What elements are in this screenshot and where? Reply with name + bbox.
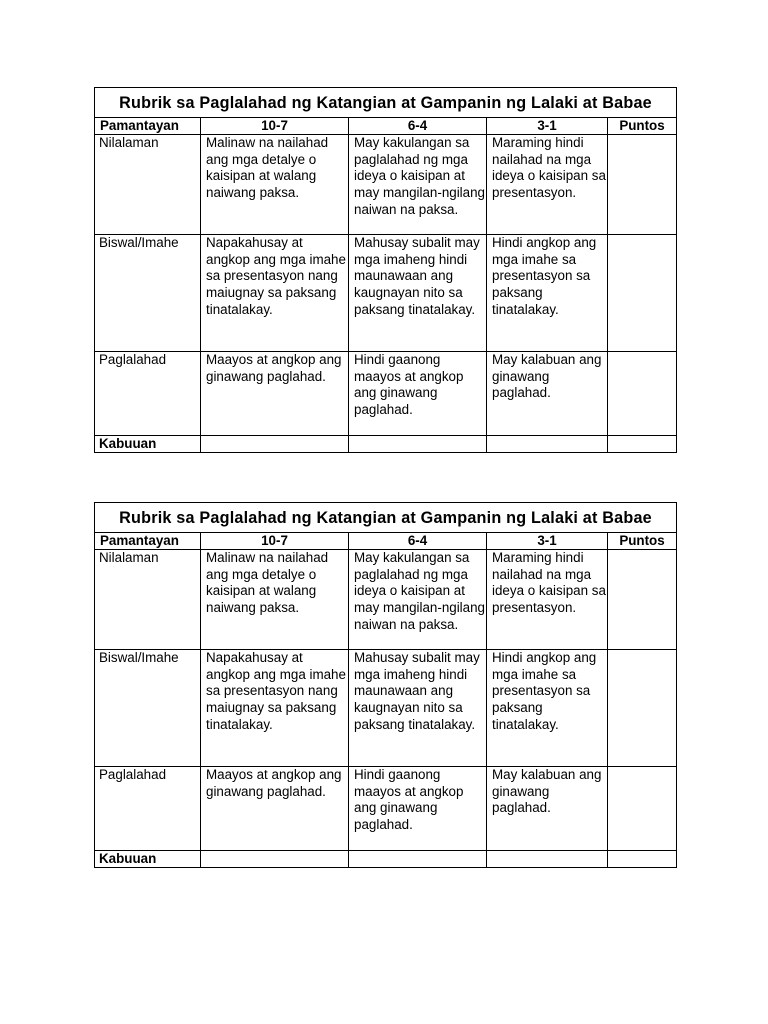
descriptor-high: Maayos at angkop ang ginawang paglahad. — [201, 767, 349, 851]
descriptor-mid: Mahusay subalit may mga imaheng hindi maunawaan ang kaugnayan nito sa paksang tinatalakay. — [349, 235, 487, 352]
points-cell — [608, 550, 677, 650]
descriptor-high: Napakahusay at angkop ang mga imahe sa presentasyon nang maiugnay sa paksang tinatalakay. — [201, 235, 349, 352]
header-points: Puntos — [608, 533, 677, 550]
total-cell — [487, 851, 608, 868]
descriptor-mid: Hindi gaanong maayos at angkop ang ginawang paglahad. — [349, 767, 487, 851]
header-score-high: 10-7 — [201, 533, 349, 550]
header-score-low: 3-1 — [487, 118, 608, 135]
points-cell — [608, 650, 677, 767]
descriptor-high: Napakahusay at angkop ang mga imahe sa presentasyon nang maiugnay sa paksang tinatalakay. — [201, 650, 349, 767]
total-cell — [487, 436, 608, 453]
points-cell — [608, 767, 677, 851]
total-label: Kabuuan — [95, 436, 201, 453]
header-criteria: Pamantayan — [95, 118, 201, 135]
table-row — [95, 352, 677, 436]
descriptor-mid: Hindi gaanong maayos at angkop ang ginawang paglahad. — [349, 352, 487, 436]
rubric-title: Rubrik sa Paglalahad ng Katangian at Gampanin ng Lalaki at Babae — [95, 503, 677, 533]
points-cell — [608, 352, 677, 436]
total-cell — [349, 436, 487, 453]
criterion-cell: Biswal/Imahe — [95, 235, 201, 352]
points-cell — [608, 135, 677, 235]
total-cell — [201, 851, 349, 868]
total-cell — [201, 436, 349, 453]
descriptor-low: May kalabuan ang ginawang paglahad. — [487, 352, 608, 436]
rubric-table-2 — [94, 502, 677, 868]
total-row — [95, 436, 677, 453]
descriptor-low: Hindi angkop ang mga imahe sa presentasyon sa paksang tinatalakay. — [487, 235, 608, 352]
table-row — [95, 235, 677, 352]
total-row — [95, 851, 677, 868]
header-row — [95, 533, 677, 550]
table-row — [95, 550, 677, 650]
descriptor-high: Malinaw na nailahad ang mga detalye o kaisipan at walang naiwang paksa. — [201, 550, 349, 650]
table-row — [95, 767, 677, 851]
header-score-mid: 6-4 — [349, 118, 487, 135]
descriptor-mid: May kakulangan sa paglalahad ng mga ideya o kaisipan at may mangilan-ngilang naiwan na paksa. — [349, 550, 487, 650]
descriptor-mid: May kakulangan sa paglalahad ng mga ideya o kaisipan at may mangilan-ngilang naiwan na paksa. — [349, 135, 487, 235]
header-criteria: Pamantayan — [95, 533, 201, 550]
criterion-cell: Nilalaman — [95, 135, 201, 235]
header-score-high: 10-7 — [201, 118, 349, 135]
header-row — [95, 118, 677, 135]
criterion-cell: Biswal/Imahe — [95, 650, 201, 767]
criterion-cell: Nilalaman — [95, 550, 201, 650]
descriptor-low: May kalabuan ang ginawang paglahad. — [487, 767, 608, 851]
header-score-mid: 6-4 — [349, 533, 487, 550]
descriptor-low: Hindi angkop ang mga imahe sa presentasyon sa paksang tinatalakay. — [487, 650, 608, 767]
total-points-cell — [608, 851, 677, 868]
criterion-cell: Paglalahad — [95, 352, 201, 436]
table-row — [95, 650, 677, 767]
criterion-cell: Paglalahad — [95, 767, 201, 851]
descriptor-high: Malinaw na nailahad ang mga detalye o kaisipan at walang naiwang paksa. — [201, 135, 349, 235]
descriptor-mid: Mahusay subalit may mga imaheng hindi maunawaan ang kaugnayan nito sa paksang tinatalakay. — [349, 650, 487, 767]
rubric-title: Rubrik sa Paglalahad ng Katangian at Gampanin ng Lalaki at Babae — [95, 88, 677, 118]
header-score-low: 3-1 — [487, 533, 608, 550]
table-row — [95, 135, 677, 235]
header-points: Puntos — [608, 118, 677, 135]
descriptor-high: Maayos at angkop ang ginawang paglahad. — [201, 352, 349, 436]
points-cell — [608, 235, 677, 352]
descriptor-low: Maraming hindi nailahad na mga ideya o kaisipan sa presentasyon. — [487, 135, 608, 235]
total-points-cell — [608, 436, 677, 453]
total-label: Kabuuan — [95, 851, 201, 868]
rubric-table-1 — [94, 87, 677, 453]
descriptor-low: Maraming hindi nailahad na mga ideya o kaisipan sa presentasyon. — [487, 550, 608, 650]
total-cell — [349, 851, 487, 868]
